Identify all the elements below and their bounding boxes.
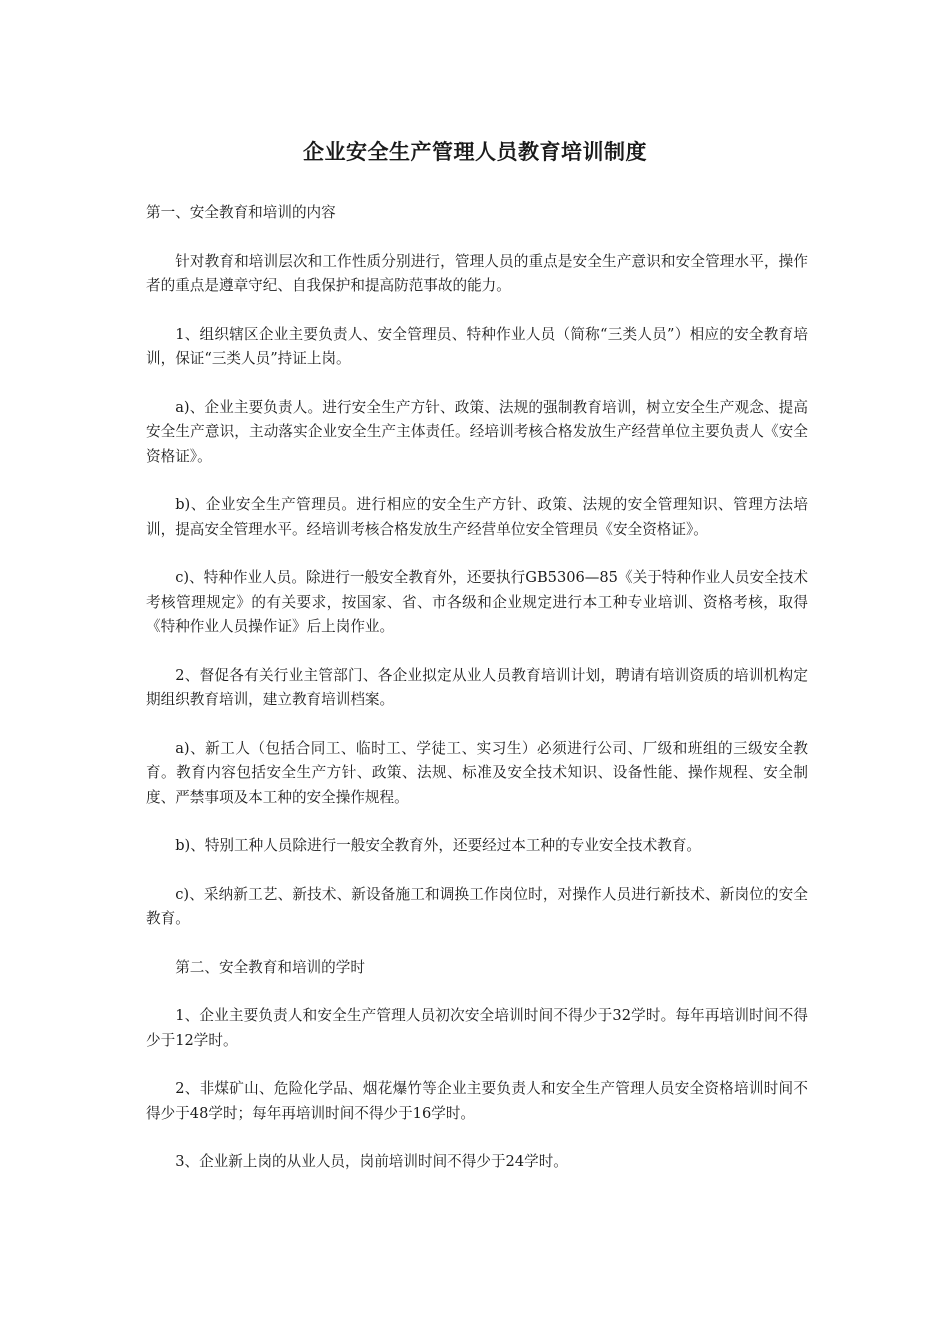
document-body (146, 201, 808, 1199)
paragraph-item-1a: a)、企业主要负责人。进行安全生产方针、政策、法规的强制教育培训，树立安全生产观念、提高安全生产意识，主动落实企业安全生产主体责任。经培训考核合格发放生产经营单位主要负责人《安全资格证》。 (146, 398, 808, 465)
paragraph-item-2: 2、督促各有关行业主管部门、各企业拟定从业人员教育培训计划，聘请有培训资质的培训机构定期组织教育培训，建立教育培训档案。 (146, 666, 808, 708)
section-heading-content: 第一、安全教育和培训的内容 (146, 204, 336, 221)
paragraph-item-1c: c)、特种作业人员。除进行一般安全教育外，还要执行GB5306—85《关于特种作业人员安全技术考核管理规定》的有关要求，按国家、省、市各级和企业规定进行本工种专业培训、资格考核，取得《特种作业人员操作证》后上岗作业。 (146, 569, 808, 635)
paragraph-item-1: 1、组织辖区企业主要负责人、安全管理员、特种作业人员（简称“三类人员”）相应的安全教育培训，保证“三类人员”持证上岗。 (146, 325, 808, 367)
paragraph-item-2c: c)、采纳新工艺、新技术、新设备施工和调换工作岗位时，对操作人员进行新技术、新岗位的安全教育。 (146, 885, 808, 927)
paragraph-item-1b: b)、企业安全生产管理员。进行相应的安全生产方针、政策、法规的安全管理知识、管理方法培训，提高安全管理水平。经培训考核合格发放生产经营单位安全管理员《安全资格证》。 (146, 496, 808, 538)
paragraph-item-2b: b)、特别工种人员除进行一般安全教育外，还要经过本工种的专业安全技术教育。 (175, 837, 702, 854)
document-title: 企业安全生产管理人员教育培训制度 (303, 139, 647, 164)
section-heading-hours: 第二、安全教育和培训的学时 (175, 958, 365, 976)
paragraph-hours-2: 2、非煤矿山、危险化学品、烟花爆竹等企业主要负责人和安全生产管理人员安全资格培训时间不得少于48学时；每年再培训时间不得少于16学时。 (146, 1080, 808, 1122)
paragraph-item-2a: a)、新工人（包括合同工、临时工、学徒工、实习生）必须进行公司、厂级和班组的三级安全教育。教育内容包括安全生产方针、政策、法规、标准及安全技术知识、设备性能、操作规程、安全制度、严禁事项及本工种的安全操作规程。 (146, 739, 808, 806)
paragraph-hours-3: 3、企业新上岗的从业人员，岗前培训时间不得少于24学时。 (175, 1153, 568, 1170)
paragraph-intro: 针对教育和培训层次和工作性质分别进行，管理人员的重点是安全生产意识和安全管理水平，操作者的重点是遵章守纪、自我保护和提高防范事故的能力。 (146, 252, 808, 294)
paragraph-hours-1: 1、企业主要负责人和安全生产管理人员初次安全培训时间不得少于32学时。每年再培训时间不得少于12学时。 (146, 1007, 808, 1049)
